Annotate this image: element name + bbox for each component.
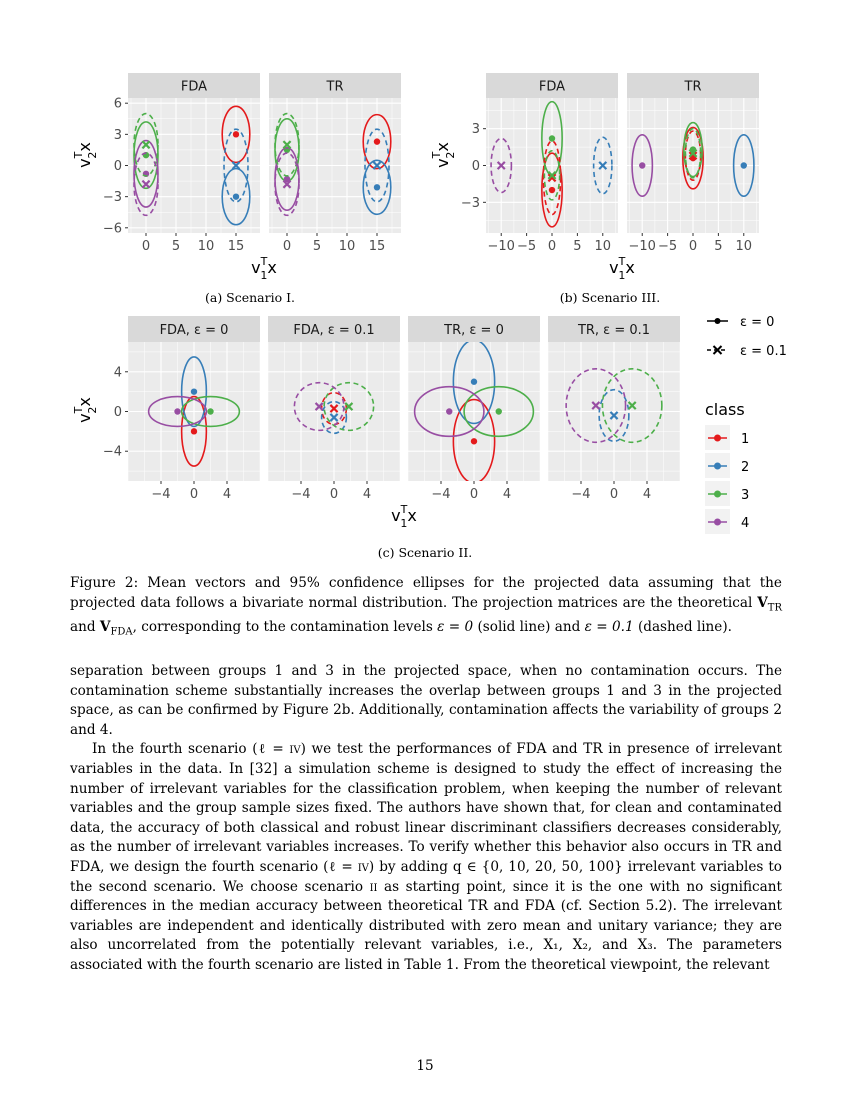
caption-vfda-sub: FDA <box>110 626 133 638</box>
x-tick-label: 10 <box>338 239 356 254</box>
x-tick-label: 4 <box>362 487 372 502</box>
x-tick-label: 15 <box>368 239 386 254</box>
x-tick-label: 10 <box>594 239 612 254</box>
p2-d: as starting point, since it is the one with no significant differences in the median accuracy between theoretical TR and FDA (cf. Section 5.2). The irrelevant variables are independent and identically distributed with zero mean and unitary variance; they are also uncorrelated from the potentially relevant variables, i.e., X₁, X₂, and X₃. The parameters associated with the fourth scenario are listed in Table 1. From the theoretical viewpoint, the relevant <box>70 878 782 973</box>
axis-title-x-c: $v^T$ 1x <box>391 503 417 530</box>
facet-title: TR <box>684 79 702 95</box>
legend-key-dot <box>714 519 721 526</box>
caption-part1: Mean vectors and 95% confidence ellipses for the projected data assuming that the projected data follows a bivariate normal distribution. The projection matrices are the theoretical <box>70 575 782 611</box>
p2-c: ) by adding q ∈ {0, 10, 20, 50, 100} irrelevant variables to the second scenario. We choose scenario <box>70 858 782 895</box>
facet-3 <box>627 73 759 254</box>
x-tick-label: 0 <box>282 239 292 254</box>
mean-dot-class4 <box>639 162 645 168</box>
x-tick-label: 0 <box>547 239 557 254</box>
legend-class-2 <box>705 453 749 478</box>
x-tick-label: −10 <box>487 239 515 254</box>
svg-text:vT2x: $v^T2x$ <box>72 142 99 168</box>
caption-a: (a) Scenario I. <box>204 290 296 305</box>
legend-eps1 <box>707 344 787 359</box>
y-tick-label: −6 <box>102 221 122 237</box>
facet-title: TR <box>326 79 344 95</box>
facet-title: FDA <box>180 79 208 95</box>
caption-solid: (solid line) and <box>473 618 585 635</box>
facet-1 <box>269 73 401 254</box>
legend-eps0-label: ε = 0 <box>740 315 775 330</box>
facet-4 <box>103 316 260 502</box>
x-tick-label: 10 <box>735 239 753 254</box>
legend-key-dot <box>714 491 721 498</box>
axis-title-x-a: $v^T$ 1x <box>251 255 277 282</box>
x-tick-label: −10 <box>628 239 656 254</box>
figure-caption <box>70 574 782 642</box>
legend-class-1 <box>705 425 749 450</box>
x-tick-label: 0 <box>189 487 199 502</box>
facet-5 <box>268 316 400 502</box>
mean-dot-class2 <box>374 184 380 190</box>
x-tick-label: 4 <box>502 487 512 502</box>
caption-eps1: ε = 0.1 <box>584 618 634 635</box>
legend-key-dot <box>714 435 721 442</box>
x-tick-label: 0 <box>469 487 479 502</box>
mean-dot-class3 <box>549 135 555 141</box>
x-tick-label: 0 <box>688 239 698 254</box>
svg-text:vT2x: $v^T2x$ <box>72 397 99 423</box>
x-tick-label: 4 <box>642 487 652 502</box>
legend-class-label: 4 <box>741 516 750 531</box>
x-tick-label: 0 <box>609 487 619 502</box>
x-tick-label: 5 <box>171 239 181 254</box>
mean-dot-class4 <box>446 408 452 414</box>
mean-dot-class1 <box>471 438 477 444</box>
legend-class-label: 3 <box>741 488 750 503</box>
caption-vfda: V <box>99 618 111 635</box>
caption-dashed: (dashed line). <box>633 618 732 635</box>
paragraph-2 <box>70 740 782 975</box>
mean-dot-class1 <box>549 187 555 193</box>
p2-a: In the fourth scenario (ℓ = <box>92 741 290 758</box>
x-tick-label: −4 <box>151 487 171 502</box>
mean-dot-class1 <box>374 138 380 144</box>
x-tick-label: 0 <box>329 487 339 502</box>
caption-b: (b) Scenario III. <box>559 290 661 305</box>
mean-dot-class2 <box>471 379 477 385</box>
mean-dot-class4 <box>174 408 180 414</box>
x-tick-label: −4 <box>571 487 591 502</box>
mean-dot-class1 <box>233 131 239 137</box>
x-tick-label: 0 <box>141 239 151 254</box>
legend-class-3 <box>705 481 749 506</box>
axis-title-y-a <box>72 142 99 168</box>
y-tick-label: 0 <box>113 405 122 420</box>
x-tick-label: −4 <box>431 487 451 502</box>
p2-b: ) we test the performances of FDA and TR in presence of irrelevant variables in the data. In [32] a simulation scheme is designed to study the effect of increasing the number of irrelevant variables for the classification problem, when keeping the number of relevant variables and the group sample sizes fixed. The authors have shown that, for clean and contaminated data, the accuracy of both classical and robust linear discriminant classifiers decreases considerably, as the number of irrelevant variables increases. To verify whether this behavior also occurs in TR and FDA, we design the fourth scenario (ℓ = <box>70 741 782 875</box>
facet-7 <box>548 316 680 502</box>
x-tick-label: 15 <box>227 239 245 254</box>
y-tick-label: 0 <box>113 159 122 174</box>
mean-dot-class1 <box>191 428 197 434</box>
y-tick-label: 4 <box>113 365 122 381</box>
legend-eps0 <box>707 315 774 330</box>
x-tick-label: −5 <box>517 239 537 254</box>
axis-title-x-b: $v^T$ 1x <box>609 255 635 282</box>
y-tick-label: −3 <box>102 190 122 206</box>
facet-title: TR, ε = 0.1 <box>577 323 651 338</box>
mean-dot-class3 <box>207 408 213 414</box>
facet-2 <box>461 73 618 254</box>
axis-title-y-c <box>72 397 99 423</box>
y-tick-label: −4 <box>102 444 122 460</box>
legend-key-dot <box>714 463 721 470</box>
axis-title-y-b <box>430 142 457 168</box>
x-tick-label: 5 <box>714 239 723 254</box>
legend-class-label: 1 <box>741 432 750 447</box>
legend-class-title: class <box>705 400 745 419</box>
x-tick-label: 5 <box>573 239 582 254</box>
facet-title: FDA <box>538 79 566 95</box>
caption-c: (c) Scenario II. <box>377 545 473 560</box>
page-number: 15 <box>416 1058 434 1074</box>
legend-eps1-label: ε = 0.1 <box>740 344 787 359</box>
facet-0 <box>103 73 260 254</box>
legend-class-4 <box>705 509 749 534</box>
mean-dot-class2 <box>233 193 239 199</box>
x-tick-label: 5 <box>312 239 322 254</box>
facet-6 <box>408 316 540 502</box>
facet-title: TR, ε = 0 <box>444 323 504 338</box>
caption-and: and <box>70 618 100 635</box>
legend-class-label: 2 <box>741 460 750 475</box>
x-tick-label: 10 <box>197 239 215 254</box>
y-tick-label: −3 <box>460 195 480 211</box>
p2-ii: ii <box>369 878 378 895</box>
mean-dot-class2 <box>741 162 747 168</box>
y-tick-label: 3 <box>471 122 480 138</box>
svg-text:vT2x: $v^T2x$ <box>430 142 457 168</box>
y-tick-label: 6 <box>113 96 122 112</box>
x-tick-label: −4 <box>291 487 311 502</box>
y-tick-label: 3 <box>113 127 122 143</box>
mean-dot-class3 <box>496 408 502 414</box>
caption-vtr: V <box>757 594 768 611</box>
x-tick-label: −5 <box>658 239 678 254</box>
caption-eps0: ε = 0 <box>437 618 474 635</box>
x-tick-label: 4 <box>222 487 232 502</box>
caption-part2: , corresponding to the contamination levels <box>132 618 438 635</box>
caption-label: Figure 2: <box>70 575 139 591</box>
y-tick-label: 0 <box>471 159 480 174</box>
facet-title: FDA, ε = 0.1 <box>293 323 375 338</box>
caption-vtr-sub: TR <box>767 602 782 614</box>
facet-title: FDA, ε = 0 <box>159 323 229 338</box>
p2-iv2: iv <box>357 858 369 875</box>
body-text <box>70 662 782 976</box>
paragraph-1: separation between groups 1 and 3 in the projected space, when no contamination occurs. The contamination scheme substantially increases the overlap between groups 1 and 3 in the projected space, as can be confirmed by Figure 2b. Additionally, contamination affects the variability of groups 2 and 4. <box>70 663 782 738</box>
p2-iv: iv <box>289 741 301 758</box>
mean-dot-class2 <box>191 388 197 394</box>
